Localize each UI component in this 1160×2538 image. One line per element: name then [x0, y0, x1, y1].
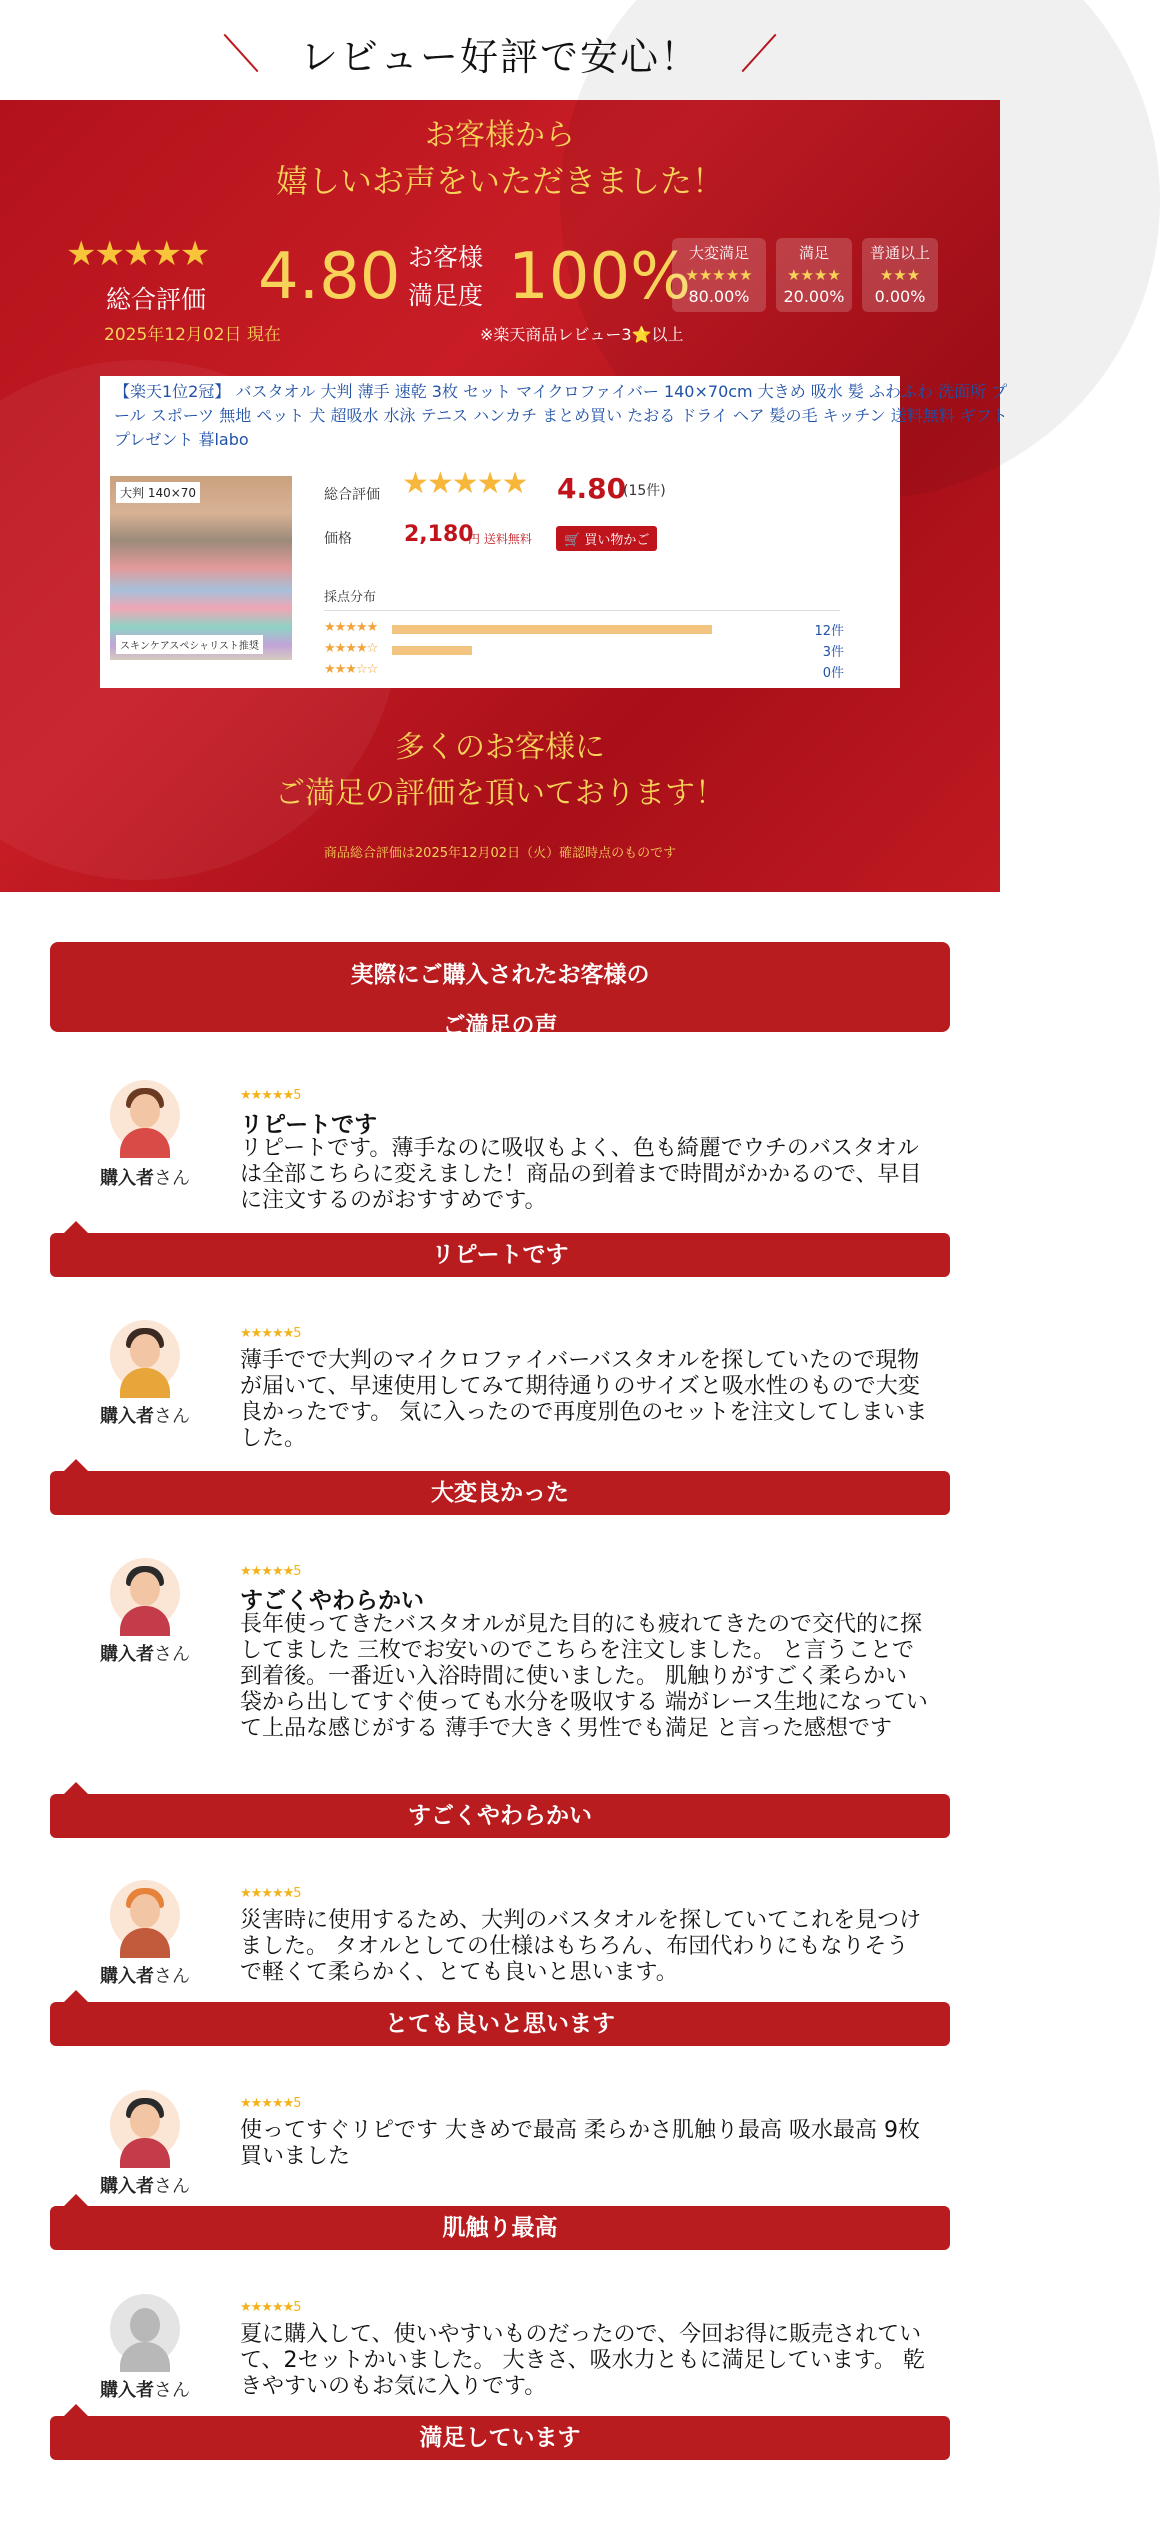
review-body: 夏に購入して、使いやすいものだったので、今回お得に販売されていて、2セットかいました。 大きさ、吸水力ともに満足しています。 乾きやすいのもお気に入りです。 [240, 2322, 925, 2399]
dist-stars-5: ★★★★★ [324, 620, 378, 635]
review-summary-band: すごくやわらかい [50, 1794, 950, 1838]
review-body: 長年使ってきたバスタオルが見た目的にも疲れてきたので交代的に探してました 三枚でお安いのでこちらを注文しました。 と言うことで到着後。一番近い入浴時間に使いました。 肌触りがすごく柔らかい 袋から出してすぐ使っても水分を吸収する 端がレース生地になっていて上品な感じがする 薄手で大きく男性でも満足 と言った感想です [240, 1612, 928, 1741]
product-title-link[interactable]: 【楽天1位2冠】 バスタオル 大判 薄手 速乾 3枚 セット マイクロファイバー 140×70cm 大きめ 吸水 髪 ふわふわ 洗面所 プール スポーツ 無地 ペット 犬 超吸水 水泳 テニス ハンカチ まとめ買い たおる ドライ ヘア 髪の毛 キッチン 送料無料 ギフト プレゼント 暮labo [114, 382, 1008, 449]
add-to-cart-button[interactable]: 🛒 買い物かご [556, 526, 657, 551]
review-stars: ★★★★★5 [240, 1088, 301, 1103]
review-body: 薄手でで大判のマイクロファイバーバスタオルを探していたので現物が届いて、早速使用してみて期待通りのサイズと吸水性のもので大変良かったです。 気に入ったので再度別色のセットを注文してしまいました。 [240, 1348, 928, 1451]
rating-box-very-satisfied: 大変満足 ★★★★★ 80.00% [672, 238, 766, 312]
dist-count-3[interactable]: 0件 [822, 666, 844, 681]
price-value: 2,180 [404, 522, 474, 547]
product-score: 4.80 [557, 472, 627, 505]
hero-line2: 嬉しいお声をいただきました！ [275, 162, 724, 200]
product-review-panel [100, 376, 1008, 688]
overall-score: 4.80 [258, 240, 401, 314]
distribution-label: 採点分布 [324, 590, 377, 605]
overall-stars: ★★★★★ [66, 234, 209, 274]
satisfaction-label-1: お客様 [408, 243, 484, 272]
avatar [110, 1558, 180, 1628]
buyer-name: 購入者さん [100, 2380, 190, 2401]
avatar [110, 1080, 180, 1150]
review-summary-band: 肌触り最高 [50, 2206, 950, 2250]
rating-date: 2025年12月02日 現在 [104, 325, 281, 345]
review-stars: ★★★★★5 [240, 1326, 301, 1341]
hero-line1: お客様から [425, 118, 575, 153]
rating-label: 総合評価 [324, 487, 380, 503]
avatar [110, 1880, 180, 1950]
page-title: レビュー好評で安心！ [299, 35, 700, 79]
buyer-name: 購入者さん [100, 1406, 190, 1427]
hero-line4: ご満足の評価を頂いております！ [275, 776, 725, 811]
review-title: すごくやわらかい [240, 1588, 424, 1614]
dist-count-4[interactable]: 3件 [822, 645, 844, 660]
dist-bar-4 [392, 646, 472, 655]
dist-bar-5 [392, 625, 712, 634]
rating-box-normal: 普通以上 ★★★ 0.00% [862, 238, 938, 312]
review-summary-band: とても良いと思います [50, 2002, 950, 2046]
satisfaction-label-2: 満足度 [408, 281, 484, 310]
review-stars: ★★★★★5 [240, 2096, 301, 2111]
buyer-name: 購入者さん [100, 2176, 190, 2197]
review-stars: ★★★★★5 [240, 1886, 301, 1901]
rating-box-satisfied: 満足 ★★★★ 20.00% [776, 238, 852, 312]
product-stars: ★★★★★ [402, 466, 527, 501]
review-summary-band: リピートです [50, 1233, 950, 1277]
review-count-link[interactable]: (15件) [623, 483, 666, 499]
avatar [110, 1320, 180, 1390]
review-title: リピートです [240, 1112, 378, 1138]
dist-stars-4: ★★★★☆ [324, 641, 378, 656]
review-note: ※楽天商品レビュー3⭐以上 [480, 325, 684, 344]
review-body: 災害時に使用するため、大判のバスタオルを探していてこれを見つけました。 タオルとしての仕様はもちろん、布団代わりにもなりそうで軽くて柔らかく、とても良いと思います。 [240, 1908, 922, 1985]
avatar [110, 2294, 180, 2364]
review-body: リピートです。薄手なのに吸収もよく、色も綺麗でウチのバスタオルは全部こちらに変えました！商品の到着まで時間がかかるので、早目に注文するのがおすすめです。 [240, 1136, 922, 1213]
price-label: 価格 [324, 531, 352, 547]
buyer-name: 購入者さん [100, 1644, 190, 1665]
price-unit: 円 送料無料 [468, 532, 532, 546]
review-body: 使ってすぐリピです 大きめで最高 柔らかさ肌触り最高 吸水最高 9枚買いました [240, 2118, 920, 2169]
hero-banner [0, 100, 1008, 892]
overall-label: 総合評価 [106, 285, 207, 314]
buyer-name: 購入者さん [100, 1168, 190, 1189]
avatar [110, 2090, 180, 2160]
reviews-section-header: 実際にご購入されたお客様の ご満足の声 [50, 942, 950, 1032]
buyer-name: 購入者さん [100, 1966, 190, 1987]
dist-stars-3: ★★★☆☆ [324, 662, 378, 677]
review-stars: ★★★★★5 [240, 1564, 301, 1579]
dist-count-5[interactable]: 12件 [814, 624, 844, 639]
review-stars: ★★★★★5 [240, 2300, 301, 2315]
product-photo[interactable]: 大判 140×70 スキンケアスペシャリスト推奨 [110, 476, 292, 660]
divider [324, 610, 840, 611]
satisfaction-percent: 100% [508, 240, 691, 314]
review-summary-band: 満足しています [50, 2416, 950, 2460]
review-summary-band: 大変良かった [50, 1471, 950, 1515]
as-of-note: 商品総合評価は2025年12月02日（火）確認時点のものです [323, 846, 677, 861]
hero-line3: 多くのお客様に [395, 730, 605, 765]
